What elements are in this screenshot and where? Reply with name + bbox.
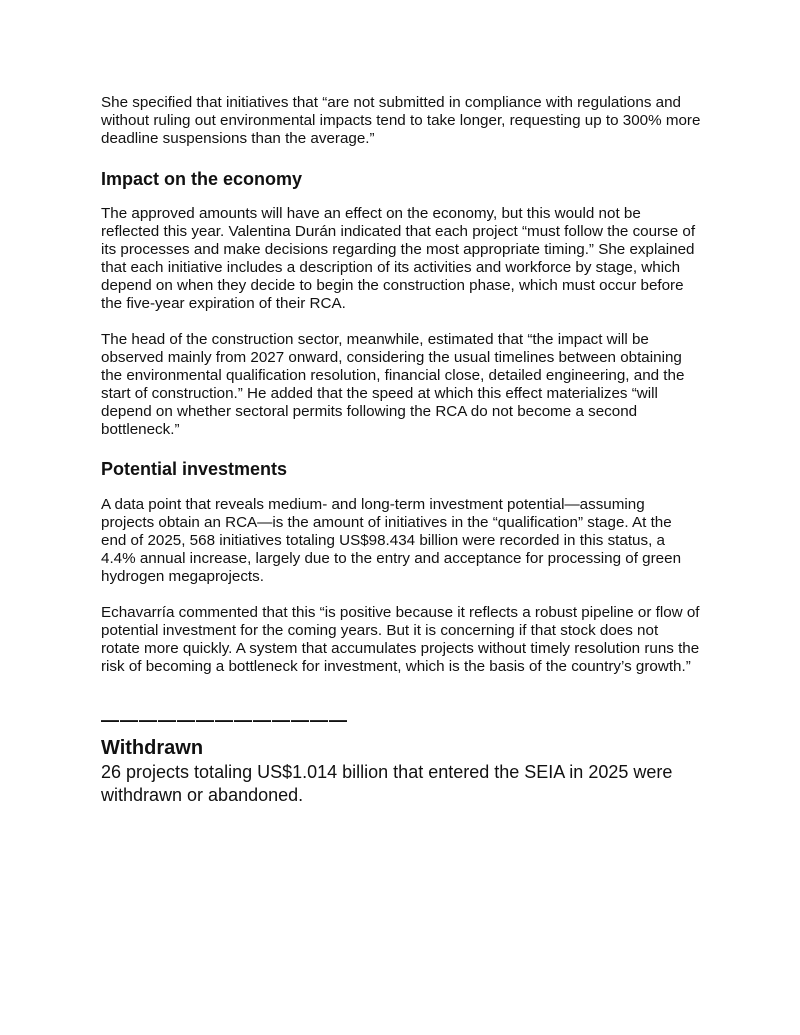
- paragraph-echavarria: Echavarría commented that this “is positive because it reflects a robust pipeline or flow of potential investment for the coming years. But it is concerning if that stock does not rotate more quickly. A system that accumulates projects without timely resolution runs the risk of becoming a bottleneck for investment, which is the basis of the country’s growth.”: [101, 604, 700, 675]
- paragraph-qualification-stage: A data point that reveals medium- and long-term investment potential—assuming projects obtain an RCA—is the amount of initiatives in the “qualification” stage. At the end of 2025, 568 initiatives totaling US$98.434 billion were recorded in this status, a 4.4% annual increase, largely due to the entry and acceptance for processing of green hydrogen megaprojects.: [101, 496, 682, 585]
- heading-withdrawn: Withdrawn: [101, 737, 204, 759]
- withdrawn-text: 26 projects totaling US$1.014 billion that entered the SEIA in 2025 were withdrawn or abandoned.: [101, 762, 673, 805]
- heading-potential-investments: Potential investments: [101, 459, 288, 479]
- divider-rule: —————————————: [101, 710, 348, 730]
- paragraph-approved-amounts: The approved amounts will have an effect on the economy, but this would not be reflected this year. Valentina Durán indicated that each project “must follow the course of its processes and make decisions regarding the most appropriate timing.” She explained that each initiative includes a description of its activities and workforce by stage, which depend on when they decide to begin the construction phase, which must occur before the five-year expiration of their RCA.: [101, 205, 696, 312]
- paragraph-compliance: She specified that initiatives that “are not submitted in compliance with regulations and without ruling out environmental impacts tend to take longer, requesting up to 300% more deadline suspensions than the average.”: [101, 94, 701, 147]
- heading-impact-economy: Impact on the economy: [101, 169, 303, 189]
- paragraph-construction-sector: The head of the construction sector, meanwhile, estimated that “the impact will be observed mainly from 2027 onward, considering the usual timelines between obtaining the environmental qualification resolution, financial close, detailed engineering, and the start of construction.” He added that the speed at which this effect materializes “will depend on whether sectoral permits following the RCA do not become a second bottleneck.”: [101, 331, 685, 438]
